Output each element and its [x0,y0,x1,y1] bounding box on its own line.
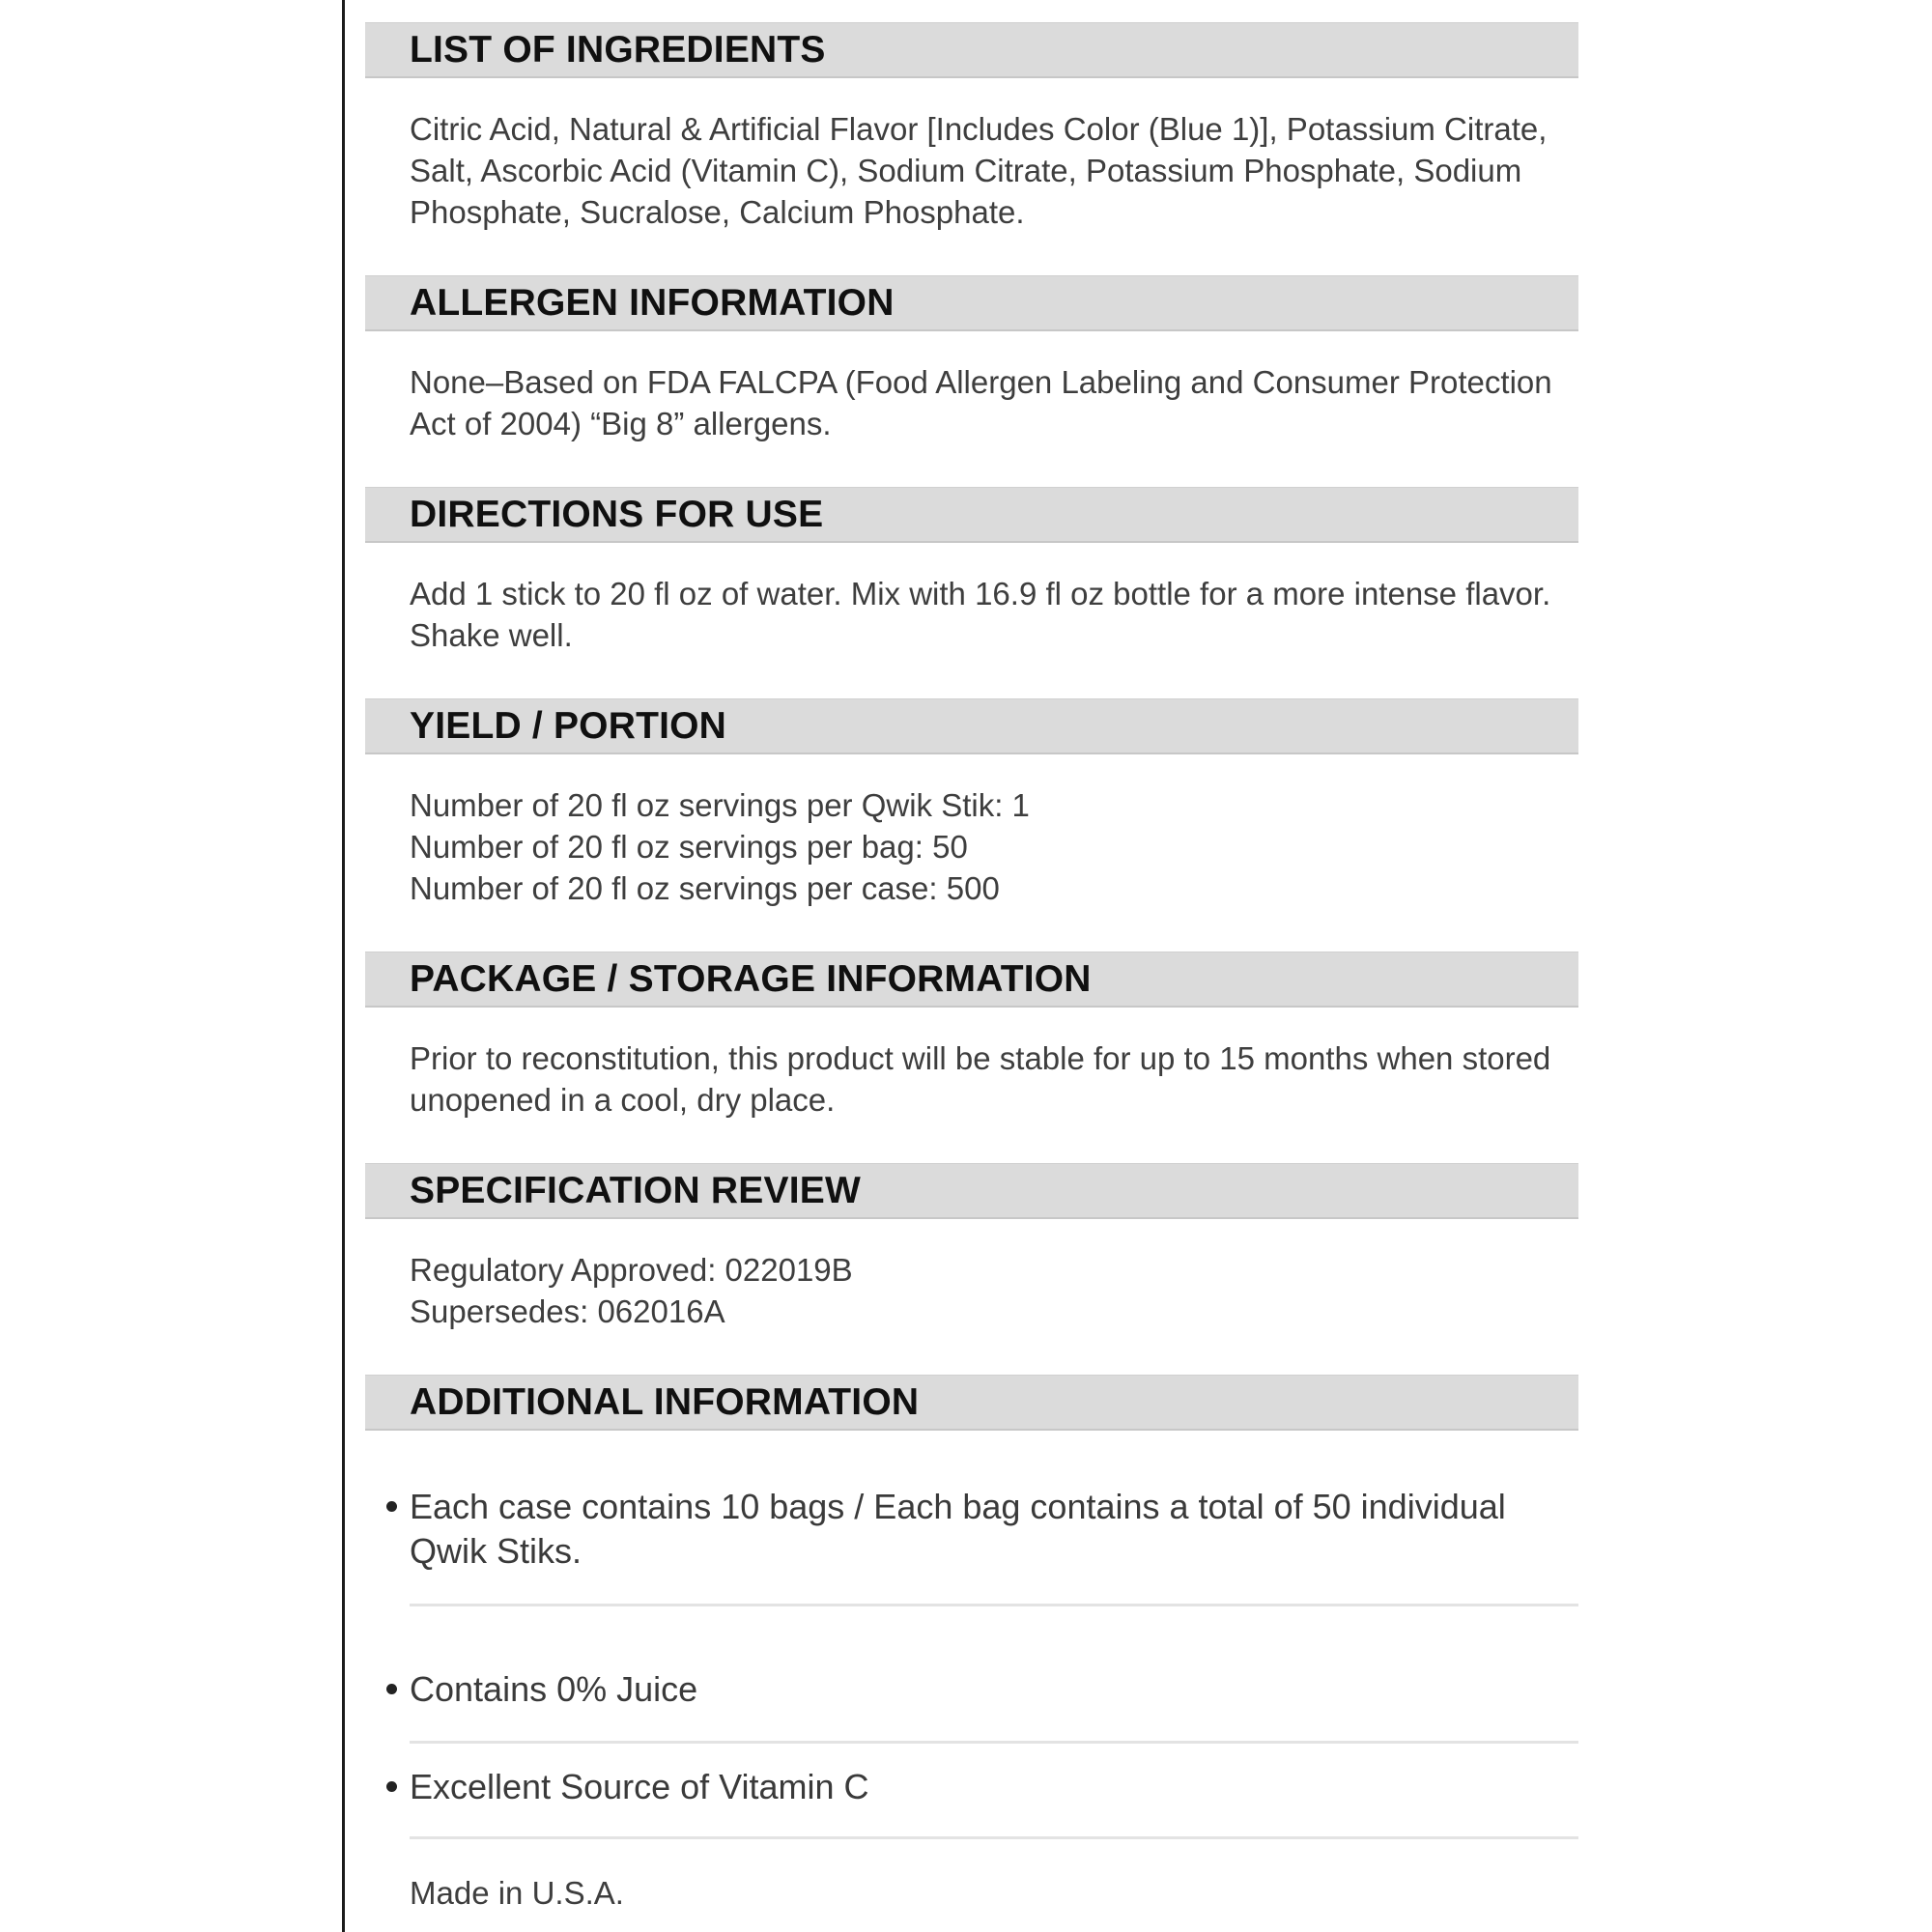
section-additional-information [365,1375,1578,1914]
list-item [365,1485,1578,1574]
section-title: DIRECTIONS FOR USE [410,493,824,535]
section-title: YIELD / PORTION [410,704,727,747]
section-title: PACKAGE / STORAGE INFORMATION [410,957,1092,1000]
yield-line-per-bag: Number of 20 fl oz servings per bag: 50 [410,829,968,865]
list-divider [410,1741,1578,1744]
specification-lines [410,1249,1586,1332]
ingredients-text: Citric Acid, Natural & Artificial Flavor [Includes Color (Blue 1)], Potassium Citrate, Salt, Ascorbic Acid (Vitamin C), Sodium Citrate, Potassium Phosphate, Sodium Phosphate, Sucralose, Calcium Phosphate. [410,111,1548,230]
allergen-text: None–Based on FDA FALCPA (Food Allergen Labeling and Consumer Protection Act of 2004) “Big 8” allergens. [410,364,1552,441]
section-header-bar [365,1375,1578,1431]
list-item [365,1765,1578,1809]
section-header-bar [365,487,1578,543]
section-directions-for-use [365,487,1578,656]
section-title: ALLERGEN INFORMATION [410,281,895,324]
section-header-bar [365,1163,1578,1219]
yield-lines [410,784,1586,909]
made-in-text: Made in U.S.A. [410,1875,624,1911]
yield-line-per-case: Number of 20 fl oz servings per case: 500 [410,870,1000,906]
package-storage-text: Prior to reconstitution, this product will be stable for up to 15 months when stored unopened in a cool, dry place. [410,1040,1551,1118]
yield-line-per-stick: Number of 20 fl oz servings per Qwik Stik: 1 [410,787,1030,823]
section-title: ADDITIONAL INFORMATION [410,1380,920,1423]
section-header-bar [365,952,1578,1008]
section-header-bar [365,275,1578,331]
section-allergen-information [365,275,1578,444]
list-divider [410,1836,1578,1839]
list-item [365,1667,1578,1712]
list-item-text: Contains 0% Juice [410,1669,698,1709]
bullet-icon [386,1501,397,1512]
spec-sheet-content [365,22,1578,1914]
bullet-icon [386,1684,397,1694]
supersedes-line: Supersedes: 062016A [410,1293,725,1329]
section-header-bar [365,698,1578,754]
list-item-text: Each case contains 10 bags / Each bag contains a total of 50 individual Qwik Stiks. [410,1487,1506,1571]
section-title: SPECIFICATION REVIEW [410,1169,861,1211]
list-item-text: Excellent Source of Vitamin C [410,1767,869,1806]
bullet-icon [386,1781,397,1792]
regulatory-approved-line: Regulatory Approved: 022019B [410,1252,853,1288]
additional-info-list [365,1485,1578,1839]
section-header-bar [365,22,1578,78]
section-title: LIST OF INGREDIENTS [410,28,826,71]
section-package-storage [365,952,1578,1121]
page-left-rule [342,0,345,1932]
list-divider [410,1604,1578,1606]
directions-text: Add 1 stick to 20 fl oz of water. Mix with 16.9 fl oz bottle for a more intense flavor. Shake well. [410,576,1551,653]
section-specification-review [365,1163,1578,1332]
section-yield-portion [365,698,1578,909]
section-list-of-ingredients [365,22,1578,233]
